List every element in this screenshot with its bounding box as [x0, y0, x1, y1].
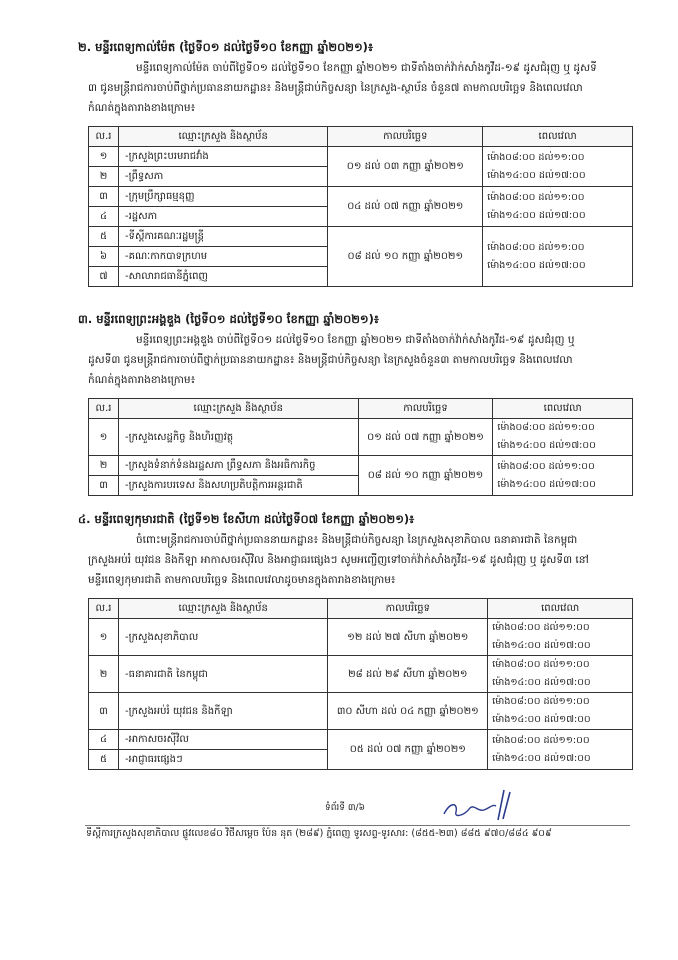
footer-divider [85, 825, 630, 826]
table-header-row [89, 127, 633, 147]
table-row [89, 147, 633, 167]
column-header: កាលបរិច្ឆេទ [328, 599, 488, 619]
row-number: ៣ [89, 476, 119, 496]
section-2-title: ២. មន្ទីរពេទ្យកាល់ម៉ែត (ថ្ងៃទី០១ ដល់ថ្ងៃទី១០ ខែកញ្ញា ឆ្នាំ២០២១)៖ [78, 40, 373, 54]
ministry-name: -ក្រសួងអប់រំ យុវជន និងកីឡា [118, 693, 327, 730]
time-slot: ម៉ោង១៤:០០ ដល់១៧:០០ [497, 478, 596, 490]
paragraph-line: ចំពោះមន្ត្រីរាជការចាប់ពីថ្នាក់ប្រធាននាយកដ្ឋាន៖ និងមន្ត្រីជាប់កិច្ចសន្យា នៃក្រសួងសុខាភិបាល ធនាគារជាតិ នៃកម្ពុជា [136, 534, 578, 546]
ministry-name: -អាកាសចរស៊ីវិល [118, 730, 327, 750]
table-header-row [89, 399, 633, 419]
time-slot: ម៉ោង១៤:០០ ដល់១៧:០០ [492, 752, 591, 764]
section-3-paragraph [88, 330, 628, 390]
ministry-name: -ក្រុមប្រឹក្សាធម្មនុញ្ញ [118, 187, 327, 207]
time-slots [483, 227, 633, 287]
row-number: ៦ [89, 247, 119, 267]
table-row [89, 227, 633, 247]
column-header: កាលបរិច្ឆេទ [358, 399, 493, 419]
paragraph-line: មន្ទីរពេទ្យកាល់ម៉ែត ចាប់ពីថ្ងៃទី០១ ដល់ថ្ងៃទី១០ ខែកញ្ញា ឆ្នាំ២០២១ ជាទីតាំងចាក់វ៉ាក់សាំងកូវីដ-១៩ ដូសជំរុញ ឬ ដូសទី [136, 62, 597, 74]
paragraph-line: មន្ទីរពេទ្យកុមារជាតិ តាមកាលបរិច្ឆេទ និងពេលវេលាដូចមានក្នុងតារាងខាងក្រោម៖ [88, 574, 396, 586]
column-header: កាលបរិច្ឆេទ [328, 127, 483, 147]
time-slot: ម៉ោង០៨:០០ ដល់១១:០០ [497, 422, 595, 433]
row-number: ៥ [89, 227, 119, 247]
ministry-name: -ក្រសួងទំនាក់ទំនងរដ្ឋសភា ព្រឹទ្ធសភា និងអធិការកិច្ច [118, 456, 358, 476]
column-header: ឈ្មោះក្រសួង និងស្ថាប័ន [118, 399, 358, 419]
time-slot: ម៉ោង១៤:០០ ដល់១៧:០០ [492, 714, 591, 725]
column-header: ពេលវេលា [493, 399, 633, 419]
ministry-name: -ព្រឹទ្ធសភា [118, 167, 327, 187]
section-4-table [88, 598, 633, 770]
time-slot: ម៉ោង១៤:០០ ដល់១៧:០០ [492, 640, 591, 651]
time-slot: ម៉ោង០៨:០០ ដល់១១:០០ [492, 696, 590, 707]
row-number: ១ [89, 619, 119, 656]
table-row [89, 730, 633, 750]
column-header: ល.រ [89, 399, 119, 419]
date-period: ០៨ ដល់ ១០ កញ្ញា ឆ្នាំ២០២១ [328, 227, 483, 287]
time-slots [483, 147, 633, 187]
date-period: ០៨ ដល់ ១០ កញ្ញា ឆ្នាំ២០២១ [358, 456, 493, 496]
column-header: ឈ្មោះក្រសួង និងស្ថាប័ន [118, 599, 327, 619]
row-number: ៣ [89, 693, 119, 730]
ministry-name: -គណៈកាកបាទក្រហម [118, 247, 327, 267]
row-number: ៣ [89, 187, 119, 207]
column-header: ឈ្មោះក្រសួង និងស្ថាប័ន [118, 127, 327, 147]
date-period: ០១ ដល់ ០៧ កញ្ញា ឆ្នាំ២០២១ [358, 419, 493, 456]
column-header: ល.រ [89, 127, 119, 147]
paragraph-line: មន្ទីរពេទ្យព្រះអង្គឌួង ចាប់ពីថ្ងៃទី០១ ដល់ថ្ងៃទី១០ ខែកញ្ញា ឆ្នាំ២០២១ ជាទីតាំងចាក់វ៉ាក់សាំងកូវីដ-១៩ ដូសជំរុញ ឬ [136, 334, 575, 346]
ministry-name: -រដ្ឋសភា [118, 207, 327, 227]
time-slot: ម៉ោង១៤:០០ ដល់១៧:០០ [492, 677, 591, 688]
row-number: ៤ [89, 207, 119, 227]
column-header: ពេលវេលា [488, 599, 633, 619]
time-slots [483, 187, 633, 227]
ministry-name: -សាលារាជធានីភ្នំពេញ [118, 267, 327, 287]
signature-icon [440, 788, 520, 822]
ministry-name: -ក្រសួងសុខាភិបាល [118, 619, 327, 656]
footer-address: ទីស្តីការក្រសួងសុខាភិបាល ផ្លូវលេខ៨០ វិថីសម្តេច ប៉ែន នុត (២៨៩) ភ្នំពេញ ទូរសព្ទ-ទូរសារ: (៨៥៥-២៣) ៨៨៥ ៩៧០/៨៨៤ ៩០៩ [86, 828, 552, 839]
table-row [89, 656, 633, 693]
row-number: ២ [89, 656, 119, 693]
table-row [89, 456, 633, 476]
section-4-title: ៤. មន្ទីរពេទ្យកុមារជាតិ (ថ្ងៃទី១២ ខែសីហា ដល់ថ្ងៃទី០៧ ខែកញ្ញា ឆ្នាំ២០២១)៖ [78, 512, 415, 526]
time-slot: ម៉ោង០៨:០០ ដល់១១:០០ [487, 241, 585, 253]
ministry-name: -ធនាគារជាតិ នៃកម្ពុជា [118, 656, 327, 693]
time-slot: ម៉ោង០៨:០០ ដល់១១:០០ [492, 659, 590, 670]
row-number: ៧ [89, 267, 119, 287]
table-row [89, 419, 633, 456]
row-number: ២ [89, 167, 119, 187]
time-slot: ម៉ោង១៤:០០ ដល់១៧:០០ [487, 209, 586, 221]
section-2-table [88, 126, 633, 287]
time-slot: ម៉ោង១៤:០០ ដល់១៧:០០ [497, 440, 596, 451]
column-header: ពេលវេលា [483, 127, 633, 147]
time-slots [493, 419, 633, 456]
row-number: ៤ [89, 730, 119, 750]
time-slots [488, 693, 633, 730]
ministry-name: -ក្រសួងសេដ្ឋកិច្ច និងហិរញ្ញវត្ថុ [118, 419, 358, 456]
time-slot: ម៉ោង០៨:០០ ដល់១១:០០ [492, 734, 590, 746]
paragraph-line: ក្រសួងអប់រំ យុវជន និងកីឡា អាកាសចរស៊ីវិល និងអាជ្ញាធរផ្សេងៗ សូមអញ្ជើញទៅចាក់វ៉ាក់សាំងកូវីដ-១៩ ដូសជំរុញ ឬ ដូសទី៣ នៅ [88, 554, 589, 566]
time-slots [493, 456, 633, 496]
time-slot: ម៉ោង០៨:០០ ដល់១១:០០ [487, 151, 585, 163]
table-header-row [89, 599, 633, 619]
date-period: ៣០ សីហា ដល់ ០៤ កញ្ញា ឆ្នាំ២០២១ [328, 693, 488, 730]
column-header: ល.រ [89, 599, 119, 619]
time-slot: ម៉ោង០៨:០០ ដល់១១:០០ [487, 191, 585, 203]
paragraph-line: កំណត់ក្នុងតារាងខាងក្រោម៖ [88, 102, 196, 114]
date-period: ២៨ ដល់ ២៩ សីហា ឆ្នាំ២០២១ [328, 656, 488, 693]
date-period: ០៤ ដល់ ០៧ កញ្ញា ឆ្នាំ២០២១ [328, 187, 483, 227]
ministry-name: -ទីស្តីការគណៈរដ្ឋមន្ត្រី [118, 227, 327, 247]
ministry-name: -ក្រសួងការបរទេស និងសហប្រតិបត្តិការអន្តរជាតិ [118, 476, 358, 496]
paragraph-line: ៣ ជូនមន្ត្រីរាជការចាប់ពីថ្នាក់ប្រធាននាយកដ្ឋាន៖ និងមន្ត្រីជាប់កិច្ចសន្យា នៃក្រសួង-ស្ថាប័ន ចំនួន៧ តាមកាលបរិច្ឆេទ និងពេលវេលា [88, 82, 583, 94]
time-slot: ម៉ោង១៤:០០ ដល់១៧:០០ [487, 169, 586, 181]
section-3-table [88, 398, 633, 496]
row-number: ១ [89, 419, 119, 456]
table-row [89, 693, 633, 730]
paragraph-line: កំណត់ក្នុងតារាងខាងក្រោម៖ [88, 374, 196, 386]
date-period: ០៥ ដល់ ០៧ កញ្ញា ឆ្នាំ២០២១ [328, 730, 488, 770]
row-number: ១ [89, 147, 119, 167]
time-slots [488, 619, 633, 656]
table-row [89, 187, 633, 207]
section-3-title: ៣. មន្ទីរពេទ្យព្រះអង្គឌួង (ថ្ងៃទី០១ ដល់ថ្ងៃទី១០ ខែកញ្ញា ឆ្នាំ២០២១)៖ [78, 312, 379, 326]
time-slot: ម៉ោង០៨:០០ ដល់១១:០០ [492, 622, 590, 633]
paragraph-line: ដូសទី៣ ជូនមន្ត្រីរាជការចាប់ពីថ្នាក់ប្រធាននាយកដ្ឋាន៖ និងមន្ត្រីជាប់កិច្ចសន្យា នៃក្រសួងចំនួន៣ តាមកាលបរិច្ឆេទ និងពេលវេលា [88, 354, 573, 366]
page-number: ទំព័រទី ៣/៦ [325, 803, 365, 813]
row-number: ៥ [89, 750, 119, 770]
row-number: ២ [89, 456, 119, 476]
time-slots [488, 730, 633, 770]
date-period: ១២ ដល់ ២៧ សីហា ឆ្នាំ២០២១ [328, 619, 488, 656]
ministry-name: -ក្រសួងព្រះបរមរាជវាំង [118, 147, 327, 167]
ministry-name: -អាជ្ញាធរផ្សេងៗ [118, 750, 327, 770]
time-slots [488, 656, 633, 693]
date-period: ០១ ដល់ ០៣ កញ្ញា ឆ្នាំ២០២១ [328, 147, 483, 187]
table-row [89, 619, 633, 656]
time-slot: ម៉ោង០៨:០០ ដល់១១:០០ [497, 460, 595, 472]
section-2-paragraph [88, 58, 628, 118]
section-4-paragraph [88, 530, 628, 590]
time-slot: ម៉ោង១៤:០០ ដល់១៧:០០ [487, 259, 586, 271]
